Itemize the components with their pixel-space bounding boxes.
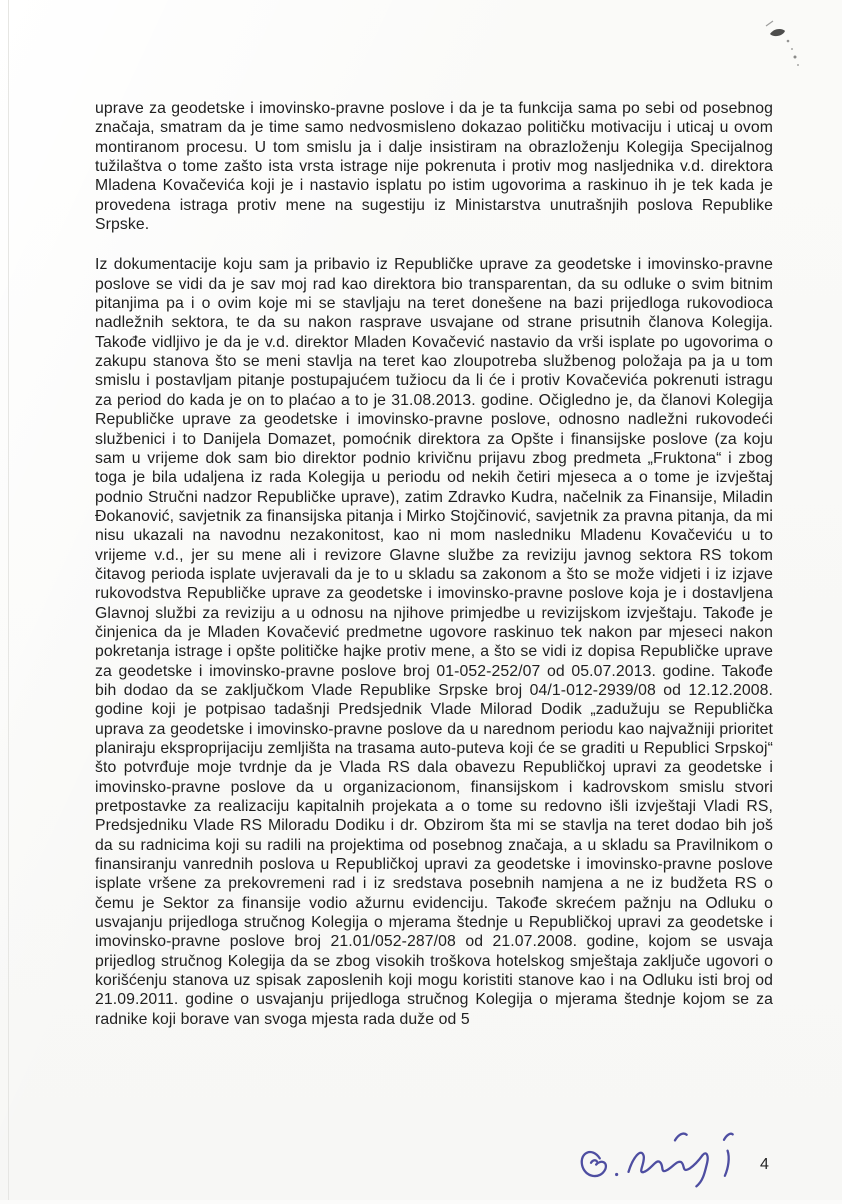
paragraph-1: uprave za geodetske i imovinsko-pravne poslove i da je ta funkcija sama po sebi od posebnog značaja, smatram da je time samo nedvosmisleno dokazao političku motivaciju i uticaj u ovom montiranom procesu. U tom smislu ja i dalje insistiram na obrazloženju Kolegija Specijalnog tužilaštva o tome zašto ista vrsta istrage nije pokrenuta i protiv mog nasljednika v.d. direktora Mladena Kovačevića koji je i nastavio isplatu po istim ugovorima a raskinuo ih je tek kada je provedena istraga protiv mene na sugestiju iz Ministarstva unutrašnjih poslova Republike Srpske. [95, 100, 773, 234]
document-text [95, 99, 773, 1029]
handwritten-signature [574, 1123, 753, 1198]
ink-smudge-icon [762, 16, 810, 80]
page-number: 4 [760, 1156, 769, 1173]
scan-edge-line [8, 0, 9, 1200]
paragraph-2: Iz dokumentacije koju sam ja pribavio iz Republičke uprave za geodetske i imovinsko-pravne poslove se vidi da je sav moj rad kao direktora bio transparentan, da su odluke o svim bitnim pitanjima pa i o ovim koje mi se stavljaju na teret donešene na bazi prijedloga rukovodioca nadležnih sektora, te da su nakon rasprave usvajane od strane prisutnih članova Kolegija. Takođe vidljivo je da je v.d. direktor Mladen Kovačević nastavio da vrši isplate po ugovorima o zakupu stanova što se meni stavlja na teret kao zloupotreba službenog položaja pa ja u tom smislu i postavljam pitanje postupajućem tužiocu da li će i protiv Kovačevića pokrenuti istragu za period do kada je on to plaćao a to je 31.08.2013. godine. Očigledno je, da članovi Kolegija Republičke uprave za geodetske i imovinsko-pravne poslove, odnosno nadležni rukovodeći službenici i to Danijela Domazet, pomoćnik direktora za Opšte i finansijske poslove (za koju sam u vrijeme dok sam bio direktor podnio krivičnu prijavu zbog predmeta „Fruktona“ i zbog toga je bila udaljena iz rada Kolegija u periodu od nekih četiri mjeseca a o tome je izvještaj podnio Stručni nadzor Republičke uprave), zatim Zdravko Kudra, načelnik za Finansije, Miladin Đokanović, savjetnik za finansijska pitanja i Mirko Stojčinović, savjetnik za pravna pitanja, da mi nisu ukazali na navodnu nezakonitost, kao ni mom nasledniku Mladenu Kovačeviću u to vrijeme v.d., jer su mene ali i revizore Glavne službe za reviziju javnog sektora RS tokom čitavog perioda isplate uvjeravali da je to u skladu sa zakonom a što se može vidjeti i iz izjave rukovodstva Republičke uprave za geodetske i imovinsko-pravne poslove koja je i dostavljena Glavnoj službi za reviziju a u odnosu na njihove primjedbe u revizijskom izvještaju. Takođe je činjenica da je Mladen Kovačević predmetne ugovore raskinuo tek nakon par mjeseci nakon pokretanja istrage i opšte političke hajke protiv mene, a što se vidi iz dopisa Republičke uprave za geodetske i imovinsko-pravne poslove broj 01-052-252/07 od 05.07.2013. godine. Takođe bih dodao da se zaključkom Vlade Republike Srpske broj 04/1-012-2939/08 od 12.12.2008. godine koji je potpisao tadašnji Predsjednik Vlade Milorad Dodik „zadužuju se Republička uprava za geodetske i imovinsko-pravne poslove da u narednom periodu kao najvažniji prioritet planiraju eksproprijaciju zemljišta na trasama auto-puteva koji će se graditi u Republici Srpskoj“ što potvrđuje moje tvrdnje da je Vlada RS dala obavezu Republičkoj upravi za geodetske i imovinsko-pravne poslove da u organizacionom, finansijskom i kadrovskom smislu stvori pretpostavke za realizaciju kapitalnih projekata a o tome su redovno išli izvještaji Vladi RS, Predsjedniku Vlade RS Miloradu Dodiku i dr. Obzirom šta mi se stavlja na teret dodao bih još da su radnicima koji su radili na projektima od posebnog značaja, a u skladu sa Pravilnikom o finansiranju vanrednih poslova u Republičkoj upravi za geodetske i imovinsko-pravne poslove isplate vršene za prekovremeni rad i iz sredstava posebnih namjena a ne iz budžeta RS o čemu je Sektor za finansije vodio ažurnu evidenciju. Takođe skrećem pažnju na Odluku o usvajanju prijedloga stručnog Kolegija o mjerama štednje u Republičkoj upravi za geodetske i imovinsko-pravne poslove broj 21.01/052-287/08 od 21.07.2008. godine, kojom se usvaja prijedlog stručnog Kolegija da se zbog visokih troškova hotelskog smještaja zaključe ugovori o korišćenju stanova uz spisak zaposlenih koji mogu koristiti stanove kao i na Odluku isti broj od 21.09.2011. godine o usvajanju prijedloga stručnog Kolegija o mjerama štednje kojom se za radnike koji borave van svoga mjesta rada duže od 5 [95, 256, 773, 1028]
